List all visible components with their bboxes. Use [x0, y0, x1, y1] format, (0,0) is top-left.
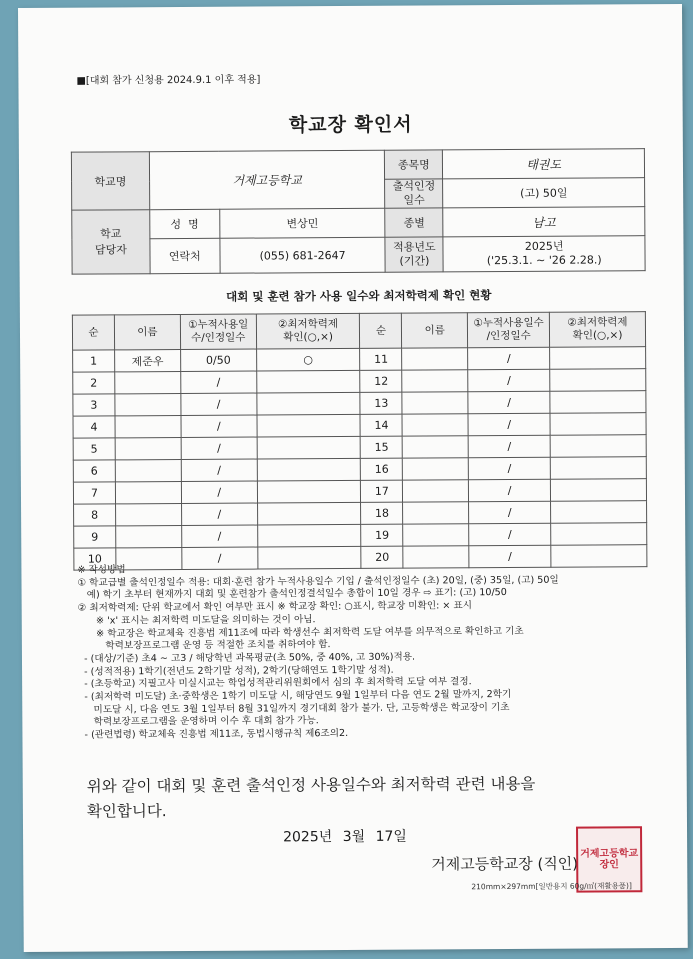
header-min-2: 확인(○,×)	[283, 331, 334, 344]
row-name	[115, 504, 181, 526]
row-name-right	[403, 458, 469, 480]
header-days-1: ①누적사용일	[188, 318, 249, 331]
row-check	[257, 524, 361, 547]
row-check-right	[550, 391, 646, 414]
row-name-right	[402, 392, 468, 414]
row-no: 6	[73, 460, 115, 482]
row-name	[115, 372, 181, 394]
instruction-line: - (관련법령) 학교체육 진흥법 제11조, 동법시행규칙 제6조의2.	[78, 728, 349, 741]
instruction-line: - (초등학교) 지필고사 미실시교는 학업성적관리위원회에서 심의 후 최저학력 도달 여부 결정.	[78, 676, 472, 690]
row-days-right: /	[468, 347, 550, 369]
row-days: /	[181, 393, 257, 415]
row-days: /	[181, 459, 257, 481]
attend-value: (고) 50일	[443, 178, 645, 208]
row-days-right: /	[468, 413, 550, 435]
header-no-right: 순	[360, 313, 402, 348]
sport-value: 태권도	[443, 149, 645, 179]
header-days-2: 수/인정일수	[191, 331, 246, 344]
confirmation-line-1: 위와 같이 대회 및 훈련 출석인정 사용일수와 최저학력 관련 내용을	[86, 774, 536, 796]
year-label	[385, 237, 443, 272]
year-value-2: ('25.3.1. ~ '26 2.28.)	[486, 253, 602, 268]
instruction-line: ※ 학교장은 학교체육 진흥법 제11조에 따라 학생선수 최저학력 도달 여부를 의무적으로 확인하고 기초	[77, 625, 524, 640]
instruction-line: 학력보장프로그램을 운영하며 이수 후 대회 참가 가능.	[78, 715, 319, 729]
row-check	[257, 458, 361, 481]
header-min-1: ②최저학력제	[277, 318, 339, 331]
header-min	[256, 313, 360, 349]
header-name-right: 이름	[402, 313, 468, 348]
row-no-right: 19	[361, 524, 403, 546]
header-min-right-2: 확인(○,×)	[572, 329, 623, 342]
row-no: 3	[73, 394, 115, 416]
gender-label: 종별	[385, 208, 443, 237]
row-check-right	[551, 501, 647, 524]
row-name-right	[403, 436, 469, 458]
row-check-right	[550, 347, 646, 370]
row-days: 0/50	[180, 349, 256, 371]
table-header-row	[72, 312, 645, 350]
row-check-right	[550, 479, 646, 502]
instruction-line: - (대상/기준) 초4 ~ 고3 / 해당학년 과목평균(초 50%, 중 40%, 고 30%)적용.	[77, 651, 416, 665]
row-no: 5	[73, 438, 115, 460]
row-no: 4	[73, 416, 115, 438]
row-days: /	[182, 547, 258, 569]
school-value: 거제고등학교	[149, 150, 385, 209]
manager-label-1: 학교	[100, 226, 122, 241]
row-check-right	[551, 523, 647, 546]
header-no: 순	[72, 315, 114, 350]
row-check-right	[550, 413, 646, 436]
row-days-right: /	[469, 457, 551, 479]
status-title: 대회 및 훈련 참가 사용 일수와 최저학력제 확인 현황	[226, 288, 492, 304]
row-name	[115, 416, 181, 438]
info-table	[71, 148, 646, 275]
row-days: /	[181, 525, 257, 547]
document-title: 학교장 확인서	[288, 113, 413, 137]
row-no-right: 13	[360, 392, 402, 414]
row-days: /	[181, 437, 257, 459]
row-no-right: 12	[360, 370, 402, 392]
row-check	[256, 370, 360, 393]
row-name	[115, 460, 181, 482]
manager-label	[72, 210, 150, 274]
row-no: 7	[73, 482, 115, 504]
year-label-2: (기간)	[399, 254, 430, 268]
writing-instructions	[77, 561, 650, 742]
row-days-right: /	[469, 479, 551, 501]
issue-date: 2025년 3월 17일	[283, 828, 407, 846]
row-days-right: /	[469, 523, 551, 545]
attend-label	[385, 179, 443, 208]
instruction-line: ※ 작성방법	[77, 564, 126, 576]
row-days: /	[181, 503, 257, 525]
confirmation-text	[87, 772, 536, 825]
instruction-line: ① 학교급별 출석인정일수 적용: 대회·훈련 참가 누적사용일수 기입 / 출석인정일수 (초) 20일, (중) 35일, (고) 50일	[77, 574, 559, 589]
row-no: 8	[74, 504, 116, 526]
row-name-right	[402, 370, 468, 392]
sport-label: 종목명	[385, 150, 443, 179]
row-no-right: 14	[360, 414, 402, 436]
document-page	[18, 4, 688, 952]
school-label: 학교명	[71, 152, 149, 210]
row-days-right: /	[469, 545, 551, 567]
header-name: 이름	[114, 315, 180, 350]
row-days-right: /	[469, 501, 551, 523]
instruction-line: ※ 'x' 표시는 최저학력 미도달을 의미하는 것이 아님.	[77, 614, 316, 627]
row-check	[257, 480, 361, 503]
official-seal: 거제고등학교장인	[576, 826, 642, 892]
row-no-right: 20	[361, 546, 403, 568]
row-days: /	[181, 481, 257, 503]
row-no-right: 11	[360, 348, 402, 370]
manager-label-2: 담당자	[94, 242, 127, 257]
principal-signature: 거제고등학교장 (직인)	[431, 854, 579, 874]
year-value	[443, 236, 645, 272]
header-min-right	[549, 312, 645, 348]
row-no-right: 17	[361, 480, 403, 502]
name-value: 변상민	[219, 208, 385, 238]
header-days-right-1: ①누적사용일수	[473, 316, 544, 330]
row-no: 9	[74, 526, 116, 548]
instruction-line: ② 최저학력제: 단위 학교에서 확인 여부만 표시 ※ 학교장 확인: ○표시, 학교장 미확인: × 표시	[77, 600, 473, 614]
row-check	[257, 414, 361, 437]
row-days-right: /	[468, 435, 550, 457]
row-no: 2	[73, 372, 115, 394]
attend-label-2: 일수	[403, 193, 425, 207]
row-name	[115, 394, 181, 416]
row-name-right	[403, 480, 469, 502]
row-check-right	[550, 369, 646, 392]
instruction-line: - (성적적용) 1학기(전년도 2학기말 성적), 2학기(당해연도 1학기말 성적).	[78, 664, 394, 678]
gender-value: 남고	[443, 207, 645, 237]
paper-spec-footer: 210mm×297mm[일반용지 60g/㎡(재활용품)]	[471, 881, 632, 892]
row-check-right	[550, 457, 646, 480]
header-days-right	[468, 312, 550, 347]
contact-label: 연락처	[150, 238, 220, 273]
year-value-1: 2025년	[524, 239, 564, 253]
row-check-right	[550, 435, 646, 458]
row-no-right: 15	[361, 436, 403, 458]
header-days	[180, 314, 256, 349]
row-name: 제준우	[115, 350, 181, 372]
row-days: /	[181, 415, 257, 437]
row-days-right: /	[468, 369, 550, 391]
row-check: ○	[256, 348, 360, 371]
name-label: 성 명	[150, 209, 220, 238]
row-name	[115, 438, 181, 460]
row-no-right: 16	[361, 458, 403, 480]
instruction-line: - (최저학력 미도달) 초·중학생은 1학기 미도달 시, 해당연도 9월 1일부터 다음 연도 2월 말까지, 2학기	[78, 689, 512, 703]
row-no-right: 18	[361, 502, 403, 524]
row-check	[257, 392, 361, 415]
row-name	[116, 526, 182, 548]
row-days-right: /	[468, 391, 550, 413]
row-no: 1	[73, 350, 115, 372]
instruction-line: 예) 학기 초부터 현재까지 대회 및 훈련참가 출석인정결석일수 총합이 10일 경우 ⇨ 표기: (고) 10/50	[77, 587, 507, 602]
attend-label-1: 출석인정	[392, 179, 436, 193]
row-name-right	[403, 524, 469, 546]
header-min-right-1: ②최저학력제	[567, 316, 628, 329]
row-days: /	[181, 371, 257, 393]
header-days-right-2: /인정일수	[486, 329, 531, 343]
contact-value: (055) 681-2647	[220, 237, 386, 273]
row-name-right	[402, 414, 468, 436]
instruction-line: 학력보장프로그램 운영 등 적절한 조치를 취하여야 함.	[77, 639, 331, 652]
row-check	[257, 436, 361, 459]
row-name-right	[402, 348, 468, 370]
instruction-line: 미도달 시, 다음 연도 3월 1일부터 8월 31일까지 경기대회 참가 불가. 단, 고등학생은 학교장이 기초	[78, 701, 510, 716]
notice-header: ■[대회 참가 신청용 2024.9.1 이후 적용]	[76, 74, 261, 87]
row-check	[257, 502, 361, 525]
row-name-right	[403, 502, 469, 524]
row-name	[115, 482, 181, 504]
year-label-1: 적용년도	[393, 240, 436, 254]
confirmation-line-2: 확인합니다.	[86, 802, 167, 821]
row-no: 10	[74, 548, 116, 570]
attendance-table	[72, 311, 648, 571]
